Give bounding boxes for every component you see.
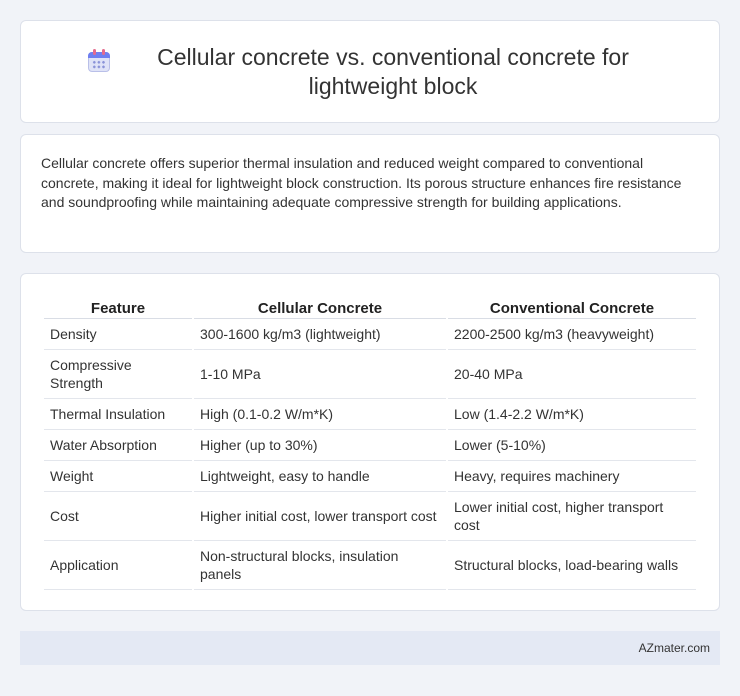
row-cellular: Higher (up to 30%) [194,430,446,461]
comparison-table [42,295,698,590]
row-feature: Water Absorption [44,430,192,461]
description-card [20,134,720,253]
page-title: Cellular concrete vs. conventional concrete for lightweight block [157,43,629,99]
row-conventional: Lower (5-10%) [448,430,696,461]
row-cellular: Lightweight, easy to handle [194,461,446,492]
table-row [44,350,696,399]
row-cellular: 1-10 MPa [194,350,446,399]
description-text: Cellular concrete offers superior thermal insulation and reduced weight compared to conventional concrete, making it ideal for lightweight block construction. Its porous structure enhances fire resistance and soundproofing while maintaining adequate compressive strength for building applications. [41,155,682,210]
row-feature: Thermal Insulation [44,399,192,430]
table-row [44,399,696,430]
row-cellular: Higher initial cost, lower transport cost [194,492,446,541]
footer-source: AZmater.com [638,641,710,655]
row-conventional: Structural blocks, load-bearing walls [448,541,696,590]
row-feature: Application [44,541,192,590]
row-conventional: Lower initial cost, higher transport cost [448,492,696,541]
table-row [44,430,696,461]
row-cellular: High (0.1-0.2 W/m*K) [194,399,446,430]
footer-bar [20,631,720,665]
table-header-row [44,295,696,319]
row-feature: Cost [44,492,192,541]
row-cellular: 300-1600 kg/m3 (lightweight) [194,319,446,350]
calendar-icon [87,49,111,73]
header-conventional: Conventional Concrete [448,295,696,319]
table-row [44,541,696,590]
row-feature: Compressive Strength [44,350,192,399]
row-conventional: 2200-2500 kg/m3 (heavyweight) [448,319,696,350]
row-cellular: Non-structural blocks, insulation panels [194,541,446,590]
row-conventional: Low (1.4-2.2 W/m*K) [448,399,696,430]
table-row [44,319,696,350]
table-row [44,492,696,541]
row-feature: Weight [44,461,192,492]
row-conventional: Heavy, requires machinery [448,461,696,492]
header-feature: Feature [44,295,192,319]
table-row [44,461,696,492]
comparison-table-card [20,273,720,611]
header-cellular: Cellular Concrete [194,295,446,319]
title-card [20,20,720,123]
title-wrap [87,43,653,101]
row-conventional: 20-40 MPa [448,350,696,399]
row-feature: Density [44,319,192,350]
